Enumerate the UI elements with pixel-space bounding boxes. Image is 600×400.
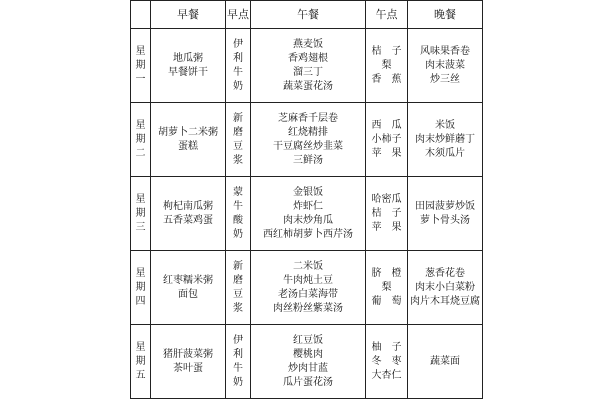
table-row <box>131 177 483 251</box>
header-breakfast: 早餐 <box>151 1 226 29</box>
breakfast-cell <box>151 251 226 325</box>
afternoon-snack-item: 梨 <box>381 281 392 293</box>
breakfast-cell <box>151 177 226 251</box>
breakfast-cell <box>151 325 226 399</box>
header-dinner: 晚餐 <box>408 1 483 29</box>
morning-snack-cell <box>226 29 251 103</box>
dinner-item: 肉末菠菜 <box>425 59 465 71</box>
afternoon-snack-item: 西 瓜 <box>371 119 402 131</box>
lunch-item: 香鸡翅根 <box>288 52 328 64</box>
day-cell <box>131 325 151 399</box>
header-lunch: 午餐 <box>251 1 366 29</box>
morning-snack-item: 磨 <box>233 126 243 138</box>
header-morning-snack: 早点 <box>226 1 251 29</box>
lunch-item: 芝麻香千层卷 <box>278 112 338 124</box>
lunch-cell <box>251 177 366 251</box>
day-item: 三 <box>135 221 146 233</box>
morning-snack-item: 新 <box>233 112 243 124</box>
table-row <box>131 103 483 177</box>
dinner-item: 木须瓜片 <box>425 147 465 159</box>
lunch-item: 二米饭 <box>293 260 323 272</box>
dinner-cell <box>408 251 483 325</box>
lunch-cell <box>251 29 366 103</box>
afternoon-snack-cell <box>366 103 408 177</box>
lunch-item: 红烧精排 <box>288 126 328 138</box>
lunch-item: 红豆饭 <box>293 334 323 346</box>
breakfast-item: 蛋糕 <box>178 140 198 152</box>
morning-snack-item: 伊 <box>233 38 243 50</box>
afternoon-snack-item: 桔 子 <box>371 207 402 219</box>
day-item: 星 <box>135 45 146 57</box>
dinner-cell <box>408 177 483 251</box>
afternoon-snack-item: 梨 <box>381 59 392 71</box>
morning-snack-item: 磨 <box>233 274 243 286</box>
morning-snack-item: 豆 <box>233 288 243 300</box>
day-item: 期 <box>135 207 146 219</box>
lunch-item: 金银饭 <box>293 186 323 198</box>
day-item: 星 <box>135 193 146 205</box>
dinner-cell <box>408 325 483 399</box>
lunch-cell <box>251 325 366 399</box>
day-item: 期 <box>135 59 146 71</box>
morning-snack-item: 牛 <box>233 362 243 374</box>
dinner-item: 米饭 <box>435 119 455 131</box>
lunch-cell <box>251 251 366 325</box>
morning-snack-item: 新 <box>233 260 243 272</box>
afternoon-snack-item: 脐 橙 <box>371 267 402 279</box>
lunch-item: 干豆腐丝炒韭菜 <box>273 140 343 152</box>
lunch-item: 溜三丁 <box>293 66 323 78</box>
lunch-item: 瓜片蛋花汤 <box>283 376 333 388</box>
header-row <box>131 1 483 29</box>
afternoon-snack-item: 小柿子 <box>371 133 402 145</box>
table-row <box>131 251 483 325</box>
afternoon-snack-item: 苹 果 <box>371 147 402 159</box>
lunch-item: 樱桃肉 <box>293 348 323 360</box>
dinner-item: 风味果香卷 <box>420 45 470 57</box>
dinner-cell <box>408 29 483 103</box>
dinner-item: 葱香花卷 <box>425 267 465 279</box>
lunch-item: 炒肉甘蓝 <box>288 362 328 374</box>
morning-snack-item: 浆 <box>233 154 243 166</box>
dinner-item: 蔬菜面 <box>430 355 460 367</box>
afternoon-snack-cell <box>366 29 408 103</box>
day-item: 星 <box>135 119 146 131</box>
morning-snack-item: 牛 <box>233 66 243 78</box>
dinner-item: 肉末炒鲜蘑丁 <box>415 133 475 145</box>
day-item: 一 <box>135 73 146 85</box>
breakfast-cell <box>151 103 226 177</box>
afternoon-snack-item: 苹 果 <box>371 221 402 233</box>
afternoon-snack-item: 葡 萄 <box>371 295 402 307</box>
lunch-item: 三鲜汤 <box>293 154 323 166</box>
breakfast-item: 红枣糯米粥 <box>163 274 213 286</box>
dinner-cell <box>408 103 483 177</box>
afternoon-snack-item: 哈密瓜 <box>371 193 402 205</box>
weekly-menu-table <box>130 0 483 399</box>
morning-snack-item: 奶 <box>233 228 243 240</box>
afternoon-snack-item: 大杏仁 <box>371 369 402 381</box>
lunch-item: 燕麦饭 <box>293 38 323 50</box>
afternoon-snack-item: 桔 子 <box>371 45 402 57</box>
day-item: 星 <box>135 341 146 353</box>
day-cell <box>131 103 151 177</box>
day-item: 期 <box>135 133 146 145</box>
day-item: 星 <box>135 267 146 279</box>
dinner-item: 萝卜骨头汤 <box>420 214 470 226</box>
lunch-cell <box>251 103 366 177</box>
dinner-item: 田园菠萝炒饭 <box>415 200 475 212</box>
lunch-item: 牛肉炖土豆 <box>283 274 333 286</box>
breakfast-item: 面包 <box>178 288 198 300</box>
day-item: 四 <box>135 295 146 307</box>
afternoon-snack-item: 柚 子 <box>371 341 402 353</box>
morning-snack-item: 奶 <box>233 376 243 388</box>
breakfast-cell <box>151 29 226 103</box>
breakfast-item: 五香菜鸡蛋 <box>163 214 213 226</box>
morning-snack-cell <box>226 251 251 325</box>
afternoon-snack-cell <box>366 251 408 325</box>
breakfast-item: 地瓜粥 <box>173 52 203 64</box>
day-cell <box>131 29 151 103</box>
morning-snack-item: 牛 <box>233 200 243 212</box>
day-cell <box>131 177 151 251</box>
day-item: 期 <box>135 281 146 293</box>
day-item: 二 <box>135 147 146 159</box>
morning-snack-item: 伊 <box>233 334 243 346</box>
header-corner <box>131 1 151 29</box>
breakfast-item: 枸杞南瓜粥 <box>163 200 213 212</box>
day-item: 五 <box>135 369 146 381</box>
dinner-item: 炒三丝 <box>430 73 460 85</box>
morning-snack-item: 豆 <box>233 140 243 152</box>
lunch-item: 肉末炒角瓜 <box>283 214 333 226</box>
morning-snack-item: 蒙 <box>233 186 243 198</box>
morning-snack-item: 奶 <box>233 80 243 92</box>
lunch-item: 炸虾仁 <box>293 200 323 212</box>
breakfast-item: 猪肝菠菜粥 <box>163 348 213 360</box>
morning-snack-item: 利 <box>233 52 243 64</box>
morning-snack-item: 浆 <box>233 302 243 314</box>
afternoon-snack-cell <box>366 325 408 399</box>
morning-snack-cell <box>226 177 251 251</box>
day-item: 期 <box>135 355 146 367</box>
day-cell <box>131 251 151 325</box>
lunch-item: 西红柿胡萝卜西芹汤 <box>263 228 353 240</box>
afternoon-snack-item: 冬 枣 <box>371 355 402 367</box>
lunch-item: 老汤白菜海带 <box>278 288 338 300</box>
morning-snack-cell <box>226 103 251 177</box>
breakfast-item: 早餐饼干 <box>168 66 208 78</box>
morning-snack-item: 酸 <box>233 214 243 226</box>
table-row <box>131 325 483 399</box>
breakfast-item: 茶叶蛋 <box>173 362 203 374</box>
afternoon-snack-cell <box>366 177 408 251</box>
lunch-item: 肉丝粉丝紫菜汤 <box>273 302 343 314</box>
dinner-item: 肉末小白菜粉 <box>415 281 475 293</box>
lunch-item: 蔬菜蛋花汤 <box>283 80 333 92</box>
dinner-item: 肉片木耳烧豆腐 <box>410 295 480 307</box>
afternoon-snack-item: 香 蕉 <box>371 73 402 85</box>
breakfast-item: 胡萝卜二米粥 <box>158 126 218 138</box>
table-row <box>131 29 483 103</box>
header-afternoon-snack: 午点 <box>366 1 408 29</box>
morning-snack-cell <box>226 325 251 399</box>
morning-snack-item: 利 <box>233 348 243 360</box>
